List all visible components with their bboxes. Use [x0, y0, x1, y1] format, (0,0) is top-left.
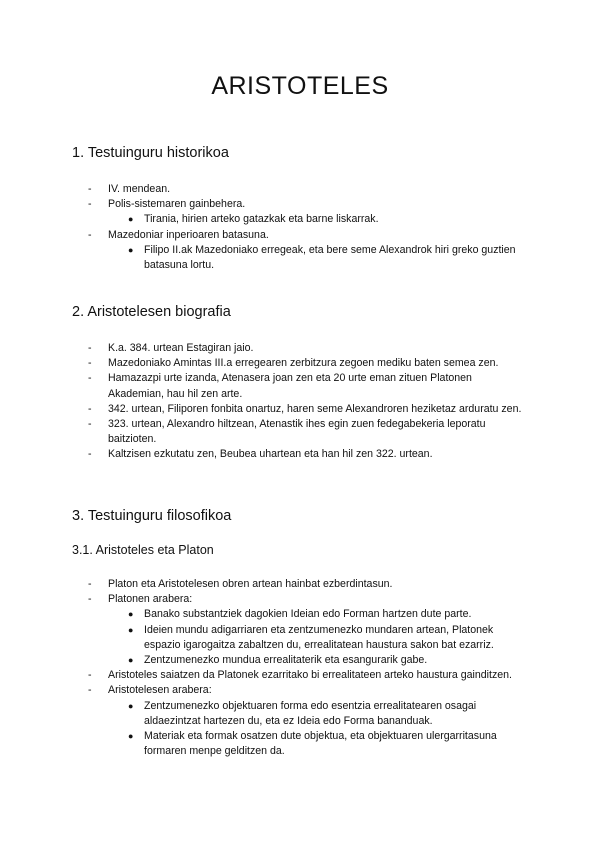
list-item: ● Banako substantziek dagokien Ideian edo Forman hartzen dute parte. — [128, 608, 472, 621]
list-item: - Aristotelesen arabera: — [88, 684, 212, 697]
list-item: ● Tirania, hirien arteko gatazkak eta barne liskarrak. — [128, 213, 379, 226]
biography-list — [88, 341, 528, 463]
section-heading-philosophical-context: 3. Testuinguru filosofikoa — [72, 508, 232, 524]
historical-context-list — [88, 182, 528, 273]
list-item: - Platon eta Aristotelesen obren artean hainbat ezberdintasun. — [88, 578, 393, 590]
list-item: - K.a. 384. urtean Estagiran jaio. — [88, 342, 254, 354]
subsection-heading: 3.1. Aristoteles eta Platon — [72, 543, 214, 557]
list-item: - Aristoteles saiatzen da Platonek ezarritako bi errealitateen arteko haustura gainditzen. — [88, 669, 512, 682]
list-item: - Platonen arabera: — [88, 593, 193, 606]
list-item: ● Zentzumenezko objektuaren forma edo esentzia errealitatearen osagai aldaezintzat hartezen du, eta ez Ideia edo Forma bananduak. — [128, 699, 477, 727]
document-title: ARISTOTELES — [211, 72, 389, 100]
list-item: - IV. mendean. — [88, 183, 171, 195]
philosophical-context-list — [88, 577, 528, 759]
list-item: ● Ideien mundu adigarriaren eta zentzumenezko mundaren artean, Platonek espazio igarogaitza zabaltzen du, errealitatean haustura sakon bat ezarriz. — [128, 623, 494, 651]
section-heading-biography: 2. Aristotelesen biografia — [72, 304, 231, 320]
list-item: - 323. urtean, Alexandro hiltzean, Atenastik ihes egin zuen fedegabekeria leporatu baitzioten. — [88, 418, 486, 446]
section-heading-historical-context: 1. Testuinguru historikoa — [72, 145, 229, 161]
list-item: ● Materiak eta formak osatzen dute objektua, eta objektuaren ulergarritasuna formaren menpe gelditzen da. — [128, 730, 497, 758]
list-item: ● Zentzumenezko mundua errealitaterik eta esangurarik gabe. — [128, 654, 428, 667]
list-item: - Kaltzisen ezkutatu zen, Beubea uhartean eta han hil zen 322. urtean. — [88, 448, 433, 461]
list-item: - Hamazazpi urte izanda, Atenasera joan zen eta 20 urte eman zituen Platonen Akademian, hau hil zen arte. — [88, 372, 472, 400]
list-item: ● Filipo II.ak Mazedoniako erregeak, eta bere seme Alexandrok hiri greko guztien batasuna lortu. — [128, 243, 516, 272]
list-item: - Mazedoniar inperioaren batasuna. — [88, 228, 269, 241]
list-item: - 342. urtean, Filiporen fonbita onartuz, haren seme Alexandroren heziketaz arduratu zen. — [88, 402, 522, 415]
list-item: - Polis-sistemaren gainbehera. — [88, 198, 246, 211]
list-item: - Mazedoniako Amintas III.a erregearen zerbitzura zegoen mediku baten semea zen. — [88, 357, 499, 370]
